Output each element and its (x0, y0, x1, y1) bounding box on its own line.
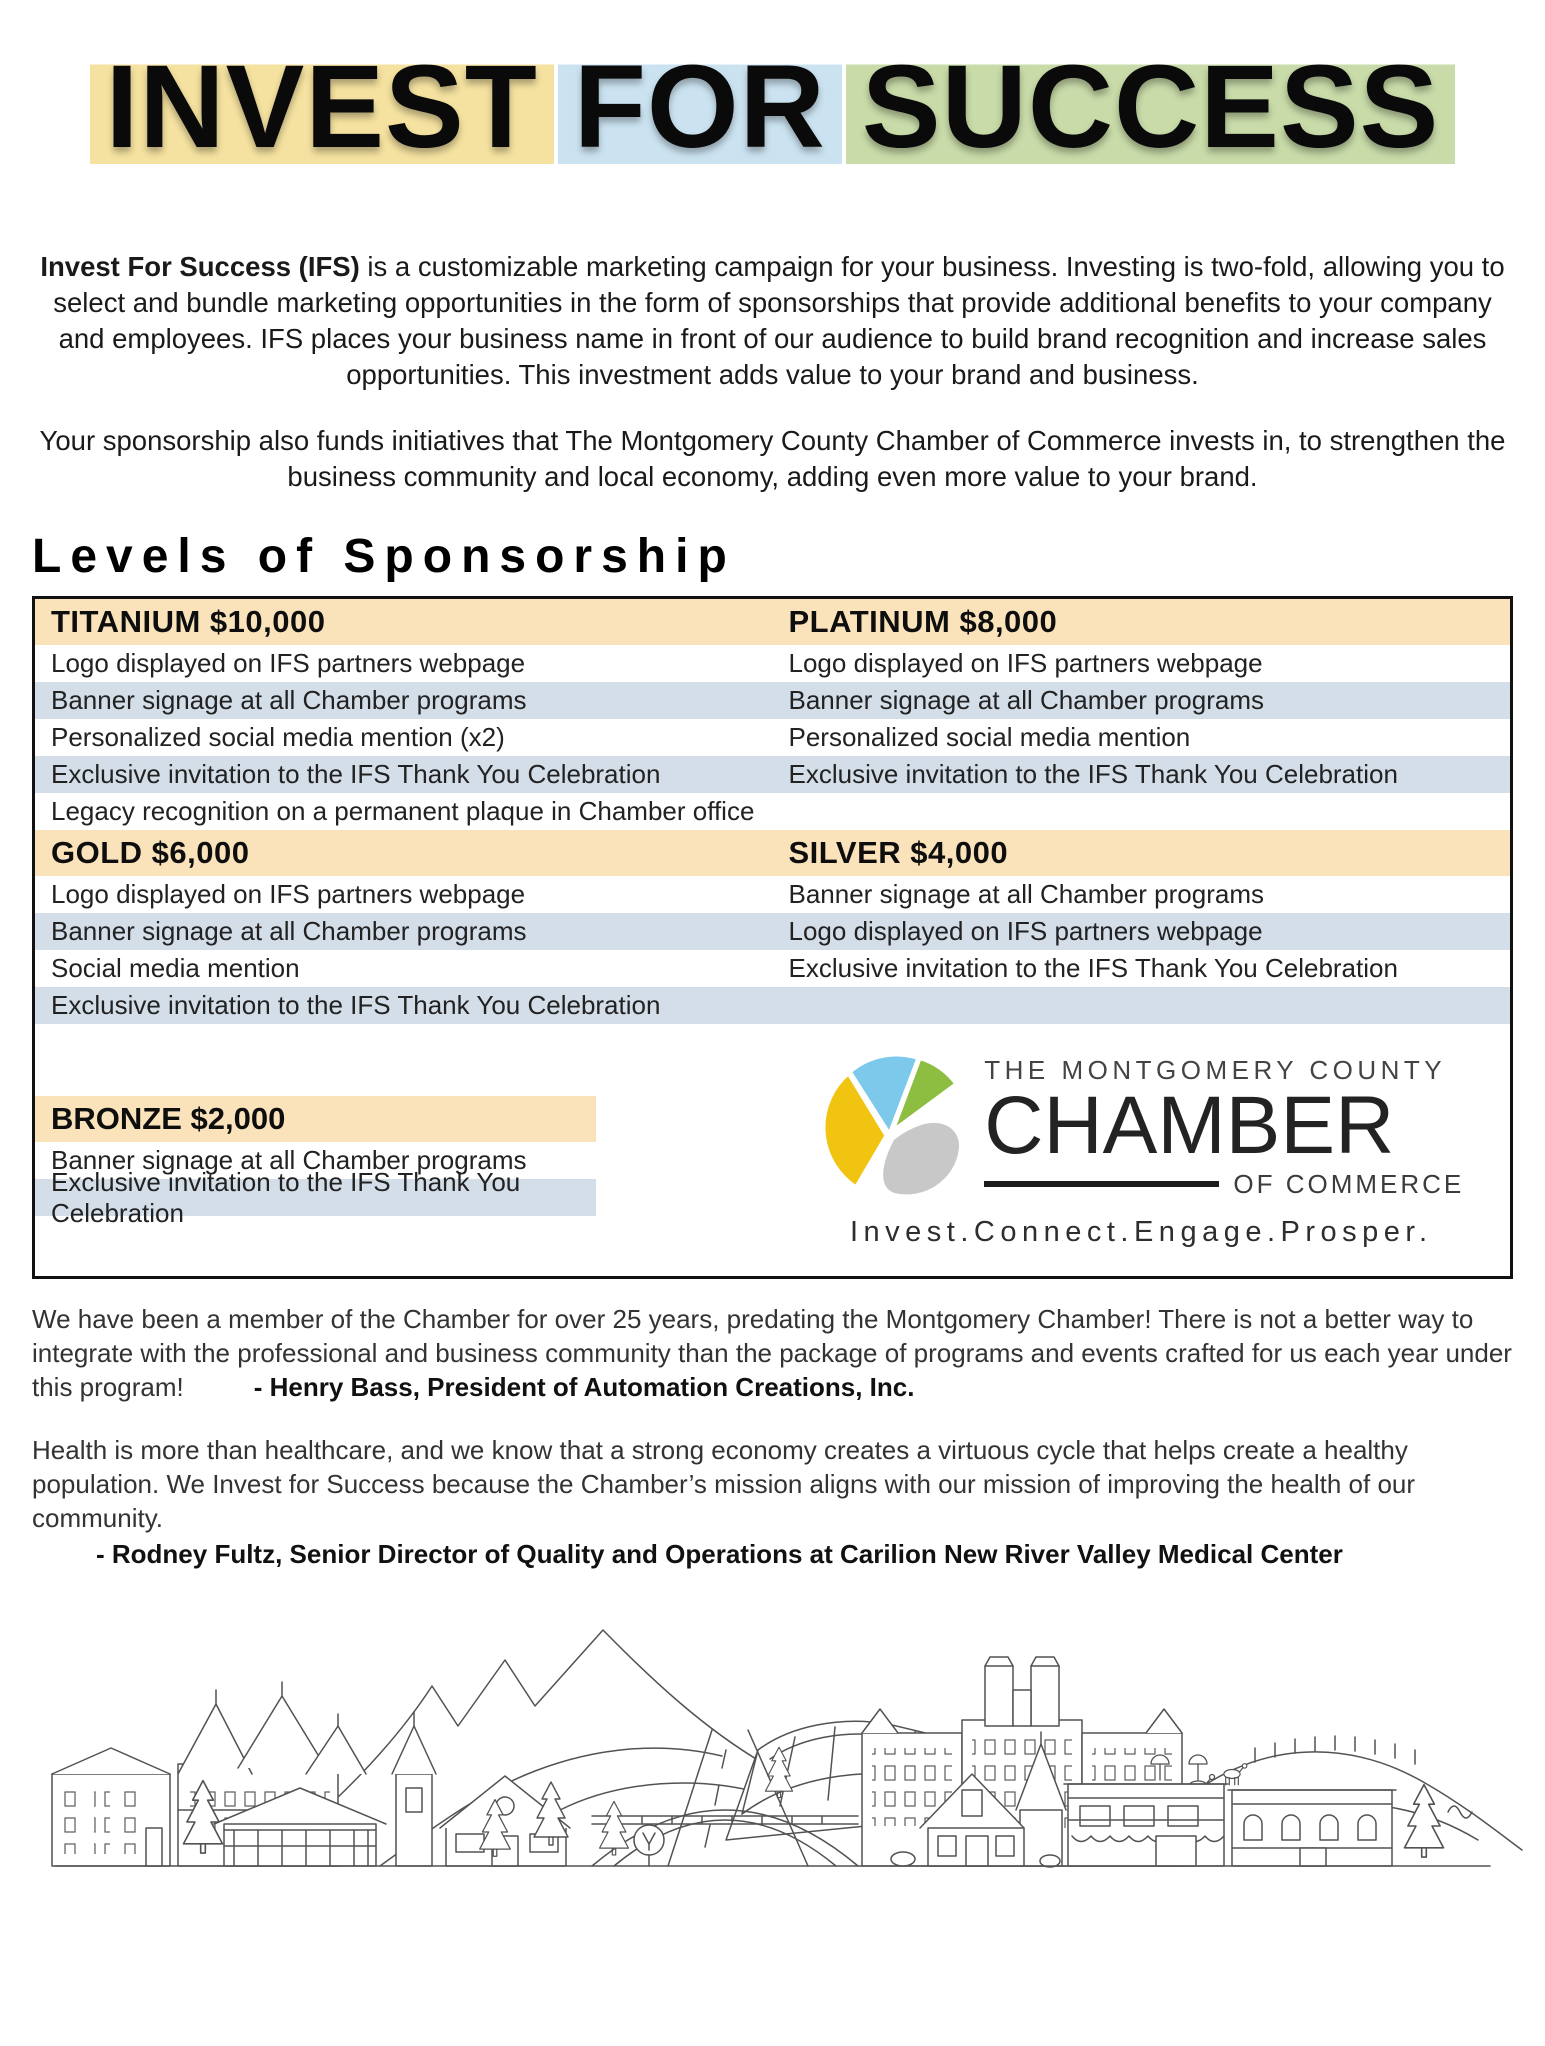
flyer-page (0, 41, 1545, 1878)
table-row: Banner signage at all Chamber programs (35, 682, 773, 719)
intro-paragraph-2: Your sponsorship also funds initiatives that The Montgomery County Chamber of Commerce invests in, to strengthen the business community and local economy, adding even more value to your brand. (39, 425, 1506, 493)
levels-of-sponsorship-heading: Levels of Sponsorship (32, 530, 736, 584)
table-row: Personalized social media mention (x2) (51, 722, 505, 753)
bronze-and-logo-band (35, 1024, 1510, 1276)
page-title (32, 41, 1513, 173)
testimonials (32, 1303, 1513, 1572)
table-row-empty (773, 987, 1511, 1024)
table-row: Exclusive invitation to the IFS Thank You Celebration (35, 756, 773, 793)
intro-lead-bold: Invest For Success (IFS) (40, 250, 360, 282)
table-row: Logo displayed on IFS partners webpage (788, 648, 1263, 679)
platinum-header: PLATINUM $8,000 (788, 604, 1058, 640)
chamber-logo-county-line: THE MONTGOMERY COUNTY (984, 1055, 1447, 1086)
table-row: Social media mention (51, 953, 300, 984)
table-row: Logo displayed on IFS partners webpage (773, 913, 1511, 950)
table-row: Logo displayed on IFS partners webpage (51, 879, 526, 910)
testimonial-1 (32, 1303, 1513, 1404)
chamber-logo-top (818, 1052, 1464, 1204)
titanium-benefits (35, 645, 773, 830)
chamber-logo-section (773, 1024, 1511, 1276)
gold-header: GOLD $6,000 (51, 835, 250, 871)
table-row: Exclusive invitation to the IFS Thank You Celebration (773, 756, 1511, 793)
table-row: Exclusive invitation to the IFS Thank You Celebration (35, 987, 773, 1024)
intro-paragraph-1-rest: is a customizable marketing campaign for your business. Investing is two-fold, allowing you to select and bundle marketing opportunities in the form of sponsorships that provide additional benefits to your company and employees. IFS places your business name in front of our audience to build brand recognition and increase sales opportunities. This investment adds value to your brand and business. (53, 250, 1505, 390)
table-row: Banner signage at all Chamber programs (51, 1145, 527, 1176)
bronze-section (35, 1024, 773, 1276)
table-row: Legacy recognition on a permanent plaque in Chamber office (51, 796, 755, 827)
bronze-block (35, 1096, 596, 1228)
chamber-logo-of-commerce-line (984, 1169, 1464, 1200)
gold-benefits (35, 876, 773, 1024)
table-row: Personalized social media mention (788, 722, 1191, 753)
silver-benefits (773, 876, 1511, 1024)
gold-silver-header-band (35, 830, 1510, 876)
title-segment-invest: INVEST (90, 46, 554, 170)
chamber-logo-tagline: Invest.Connect.Engage.Prosper. (849, 1215, 1433, 1248)
chamber-logo-text (984, 1055, 1464, 1199)
titanium-header: TITANIUM $10,000 (51, 604, 326, 640)
chamber-logo-mark-icon (818, 1052, 970, 1204)
testimonial-2-attribution: - Rodney Fultz, Senior Director of Quality and Operations at Carilion New River Valley Medical Center (96, 1538, 1343, 1569)
table-row: Banner signage at all Chamber programs (35, 913, 773, 950)
testimonial-1-attribution: - Henry Bass, President of Automation Creations, Inc. (253, 1371, 915, 1402)
silver-header: SILVER $4,000 (788, 835, 1009, 871)
table-row: Banner signage at all Chamber programs (773, 682, 1511, 719)
testimonial-1-text: We have been a member of the Chamber for over 25 years, predating the Montgomery Chamber! There is not a better way to integrate with the professional and business community than the package of programs and events crafted for us each year under this program! (32, 1304, 1512, 1402)
testimonial-2 (32, 1434, 1513, 1535)
title-segment-success: SUCCESS (846, 46, 1455, 170)
titanium-platinum-header-band (35, 599, 1510, 645)
spacer (35, 1024, 773, 1096)
table-row: Exclusive invitation to the IFS Thank You Celebration (788, 953, 1398, 984)
logo-rule (984, 1181, 1219, 1187)
gold-silver-rows (35, 876, 1510, 1024)
title-segment-for: FOR (558, 46, 842, 170)
sponsorship-table (32, 596, 1513, 1279)
table-row: Exclusive invitation to the IFS Thank You Celebration (35, 1179, 596, 1216)
testimonial-2-text: Health is more than healthcare, and we know that a strong economy creates a virtuous cycle that helps create a healthy population. We Invest for Success because the Chamber’s mission aligns with our mission of improving the health of our community. (32, 1435, 1416, 1534)
titanium-platinum-rows (35, 645, 1510, 830)
table-row: Banner signage at all Chamber programs (788, 879, 1264, 910)
chamber-logo-of-commerce-text: OF COMMERCE (1233, 1168, 1465, 1199)
intro-paragraph-1 (35, 249, 1510, 393)
chamber-logo (773, 1024, 1511, 1276)
chamber-logo-chamber-line: CHAMBER (984, 1080, 1395, 1172)
town-skyline-illustration (0, 1578, 1545, 1878)
table-row: Logo displayed on IFS partners webpage (51, 648, 526, 679)
bronze-header: BRONZE $2,000 (35, 1096, 596, 1142)
platinum-benefits (773, 645, 1511, 830)
